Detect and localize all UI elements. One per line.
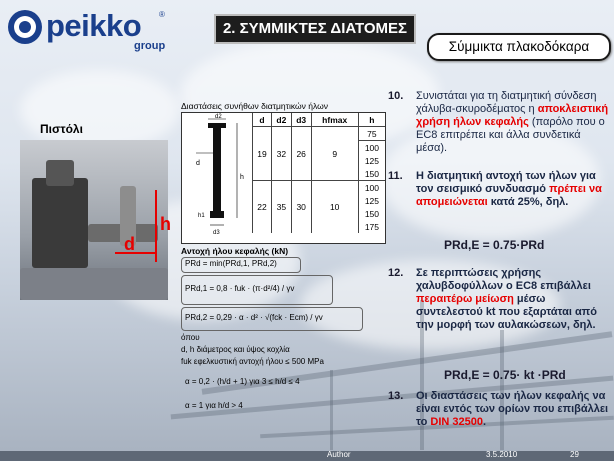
dimension-line-d	[115, 252, 157, 254]
formula-prd2: PRd,2 = 0,29 · α · d² · √(fck · Ecm) / γv	[185, 313, 323, 322]
cell-h: 100	[358, 141, 385, 155]
slide-title: 2. ΣΥΜΜΙΚΤΕΣ ΔΙΑΤΟΜΕΣ	[214, 14, 416, 44]
drawing-label-h: h	[240, 174, 244, 181]
col-header-d3: d3	[291, 113, 311, 127]
dimension-data-table	[252, 113, 385, 233]
item-number: 10.	[388, 90, 404, 102]
cell-h: 125	[358, 154, 385, 167]
formula-def-dh: d, h διάμετρος και ύψος κοχλία	[181, 345, 290, 354]
formula-title: Αντοχή ήλου κεφαλής (kN)	[181, 246, 289, 256]
logo-text: peikko	[46, 8, 142, 43]
drawing-label-h1: h1	[198, 213, 205, 219]
lion-emblem-icon	[6, 6, 44, 52]
cell-h: 175	[358, 220, 385, 233]
cell-hfmax: 10	[311, 181, 358, 234]
item-number: 11.	[388, 170, 403, 182]
dimension-label-d: d	[124, 234, 135, 254]
dimension-table-title: Διαστάσεις συνήθων διατμητικών ήλων	[181, 101, 328, 111]
cell-d2: 35	[271, 181, 291, 234]
table-row	[253, 127, 386, 141]
drawing-label-d: d	[196, 160, 200, 167]
item-number: 12.	[388, 267, 404, 279]
formula-alpha2: α = 1 για h/d > 4	[185, 401, 243, 410]
cell-d: 19	[253, 127, 272, 181]
drawing-label-d2: d2	[215, 114, 222, 120]
col-header-hfmax: hfmax	[311, 113, 358, 127]
peikko-logo	[6, 6, 166, 52]
stud-welding-photo	[20, 140, 168, 300]
logo-subtext: group	[134, 40, 166, 52]
col-header-d: d	[253, 113, 272, 127]
cell-d3: 26	[291, 127, 311, 181]
footer-author: Author	[327, 450, 351, 459]
cell-d: 22	[253, 181, 272, 234]
cell-hfmax: 9	[311, 127, 358, 181]
dimension-label-h: h	[160, 214, 171, 234]
logo-registered: ®	[159, 10, 165, 19]
formula-def-fuk: fuk εφελκυστική αντοχή ήλου ≤ 500 MPa	[181, 357, 324, 366]
footer-page-number: 29	[570, 450, 579, 459]
label-pistol: Πιστόλι	[40, 122, 83, 136]
item-number: 13.	[388, 390, 404, 402]
col-header-h: h	[358, 113, 385, 127]
slide-subtitle: Σύμμικτα πλακοδόκαρα	[427, 33, 611, 61]
cell-d3: 30	[291, 181, 311, 234]
formula-alpha1: α = 0,2 · (h/d + 1) για 3 ≤ h/d ≤ 4	[185, 377, 300, 386]
col-header-d2: d2	[271, 113, 291, 127]
formula-where: όπου	[181, 333, 200, 342]
cell-h: 150	[358, 167, 385, 181]
stud-drawing-icon	[182, 113, 252, 243]
cell-h: 125	[358, 194, 385, 207]
footer-bar	[0, 451, 614, 461]
formula-prd1: PRd,1 = 0,8 · fuk · (π·d²/4) / γv	[185, 284, 295, 293]
cell-h: 75	[358, 127, 385, 141]
cell-d2: 32	[271, 127, 291, 181]
table-row	[253, 181, 386, 195]
drawing-label-d3: d3	[213, 230, 220, 236]
formula-seismic: PRd,E = 0.75·PRd	[444, 238, 545, 252]
formula-kt: PRd,E = 0.75· kt ·PRd	[444, 368, 566, 382]
formula-block	[181, 257, 384, 427]
dimension-table	[181, 112, 386, 244]
formula-prd: PRd = min(PRd,1, PRd,2)	[185, 259, 277, 268]
cell-h: 100	[358, 181, 385, 195]
footer-date: 3.5.2010	[486, 450, 518, 459]
cell-h: 150	[358, 207, 385, 220]
